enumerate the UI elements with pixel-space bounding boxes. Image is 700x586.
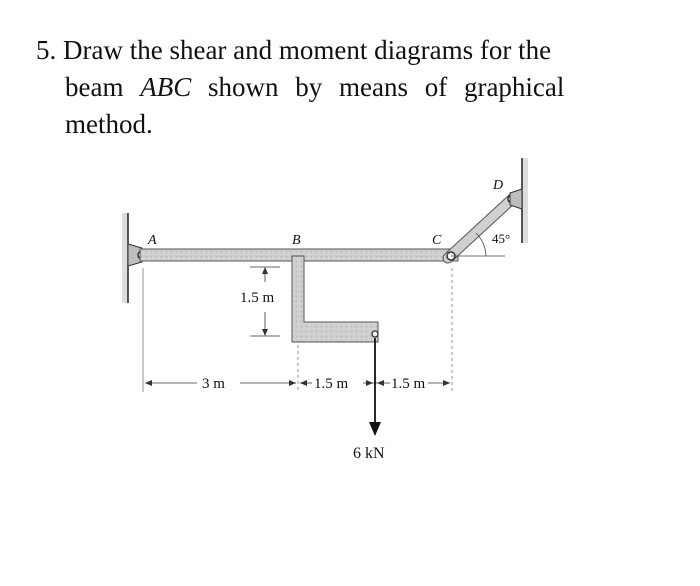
label-a: A <box>148 233 157 248</box>
label-angle: 45° <box>492 231 511 246</box>
problem-line-3: method. <box>65 109 153 139</box>
bracket <box>292 256 378 342</box>
label-d: D <box>493 178 504 193</box>
link-cd <box>447 195 516 260</box>
right-wall <box>510 158 528 243</box>
left-wall <box>122 213 128 303</box>
problem-line-2-post: shown by means of graphical <box>191 72 565 102</box>
label-c: C <box>432 233 442 248</box>
dim-vertical-label: 1.5 m <box>240 290 275 306</box>
problem-number: 5. <box>36 35 57 65</box>
dim-span-b-load: 1.5 m <box>314 376 349 392</box>
beam-name: ABC <box>140 72 192 102</box>
load-label: 6 kN <box>353 445 385 462</box>
dim-span-ab: 3 m <box>202 376 225 392</box>
dim-span-load-c: 1.5 m <box>391 376 426 392</box>
load-arrow <box>369 338 381 436</box>
load-pin <box>372 331 378 337</box>
problem-line-2-pre: beam <box>65 72 141 102</box>
problem-line-1: Draw the shear and moment diagrams for the <box>63 35 552 65</box>
label-b: B <box>292 233 301 248</box>
